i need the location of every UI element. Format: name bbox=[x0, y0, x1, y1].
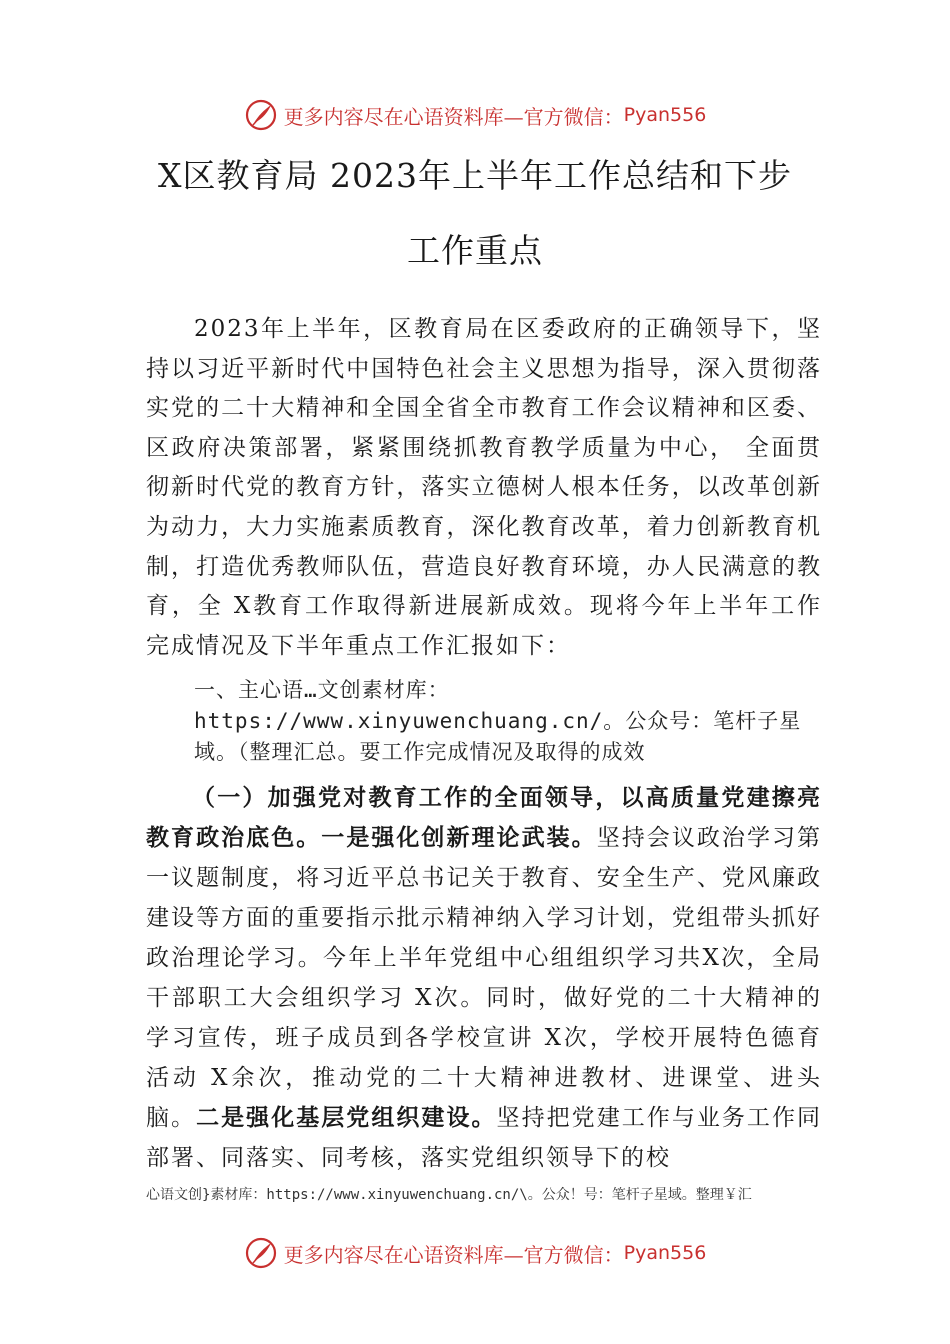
banner-wechat-id: Pyan556 bbox=[623, 1242, 707, 1264]
banner-text: 更多内容尽在心语资料库— bbox=[283, 1242, 524, 1267]
promo-line: 一、主心语…文创素材库：https://www.xinyuwenchuang.cn/。公众号：笔杆子星域。（整理汇总。要工作完成情况及取得的成效 bbox=[194, 678, 802, 764]
title-line-1: X区教育局 2023年上半年工作总结和下步 bbox=[158, 156, 792, 195]
document-title bbox=[100, 138, 850, 288]
title-line-2: 工作重点 bbox=[407, 231, 543, 270]
point-1-text: 坚持会议政治学习第一议题制度，将习近平总书记关于教育、安全生产、党风廉政建设等方面的重要指示批示精神纳入学习计划，党组带头抓好政治理论学习。今年上半年党组中心组组织学习共X次，全局干部职工大会组织学习 X次。同时，做好党的二十大精神的学习宣传，班子成员到各学校宣讲 X次，学校开展特色德育活动 X余次，推动党的二十大精神进教材、进课堂、进头脑。 bbox=[146, 825, 823, 1131]
feather-pen-logo-icon bbox=[244, 98, 278, 132]
banner-wechat-id: Pyan556 bbox=[623, 104, 707, 126]
banner-wechat-label: 官方微信： bbox=[523, 104, 624, 129]
feather-pen-logo-icon bbox=[244, 1236, 278, 1270]
banner-text: 更多内容尽在心语资料库— bbox=[283, 104, 524, 129]
banner-wechat-label: 官方微信： bbox=[523, 1242, 624, 1267]
point-2-title: 二是强化基层党组织建设。 bbox=[196, 1104, 497, 1131]
footer-note: 心语文创}素材库：https://www.xinyuwenchuang.cn/\。公众！号：笔杆子星域。整理￥汇 bbox=[146, 1187, 752, 1203]
footer-banner bbox=[0, 1233, 950, 1273]
section-1-paragraph bbox=[146, 778, 822, 1178]
point-1-title: 一是强化创新理论武装。 bbox=[321, 824, 597, 851]
section-1-heading: （一）加强党对教育工作的全面领导，以高质量党建擦亮教育政治底色。 bbox=[146, 784, 822, 851]
intro-paragraph: 2023年上半年，区教育局在区委政府的正确领导下，坚持以习近平新时代中国特色社会主义思想为指导，深入贯彻落实党的二十大精神和全国全省全市教育工作会议精神和区委、区政府决策部署，紧紧围绕抓教育教学质量为中心， 全面贯彻新时代党的教育方针，落实立德树人根本任务，以改革创新为动力，大力实施素质教育，深化教育改革，着力创新教育机制，打造优秀教师队伍，营造良好教育环境，办人民满意的教育，全 X教育工作取得新进展新成效。现将今年上半年工作完成情况及下半年重点工作汇报如下： bbox=[146, 316, 822, 659]
header-banner bbox=[0, 95, 950, 135]
point-2-text: 坚持把党建工作与业务工作同部署、同落实、同考核，落实党组织领导下的校 bbox=[146, 1105, 823, 1171]
